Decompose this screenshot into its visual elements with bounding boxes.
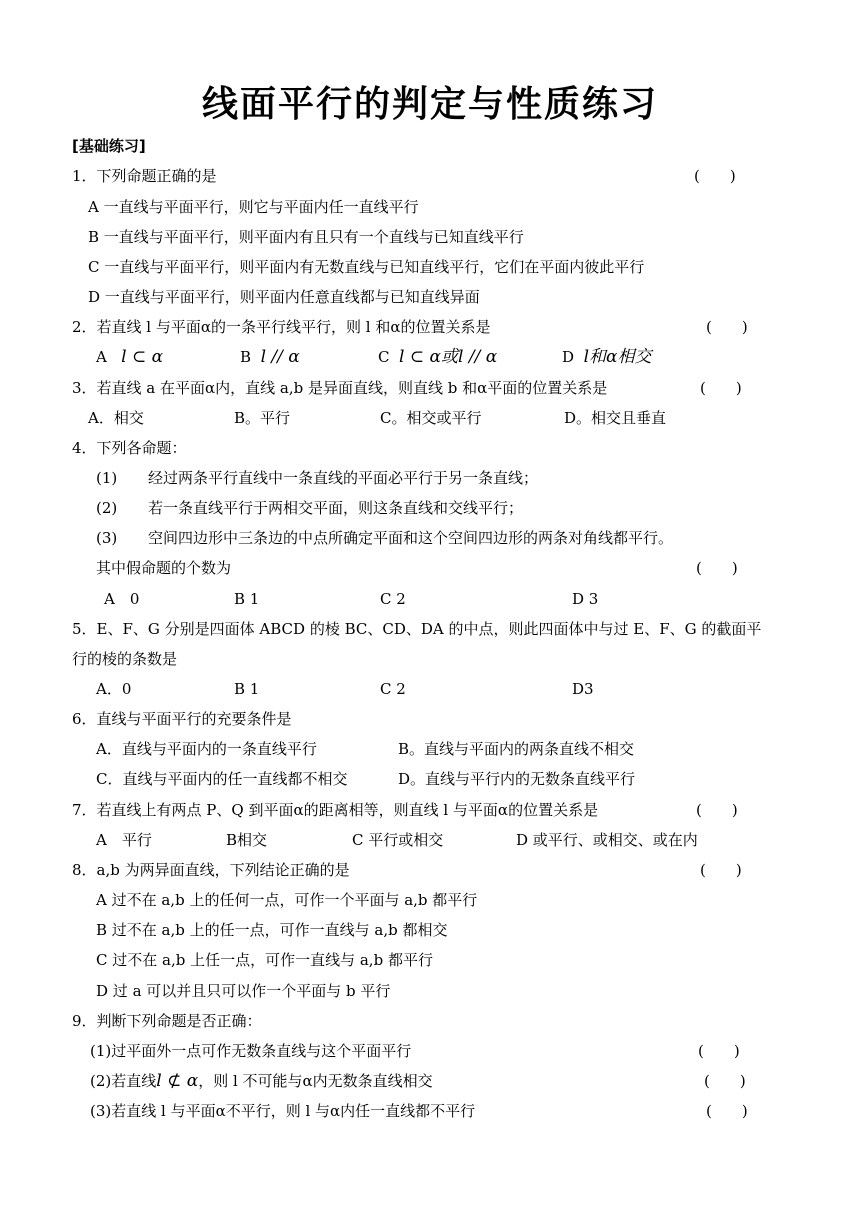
q5-option-a: A．0 [96,680,132,698]
q2-option-a [96,347,163,367]
q7-stem: 7．若直线上有两点 P、Q 到平面α的距离相等，则直线 l 与平面α的位置关系是 [72,801,599,819]
section-heading: [基础练习] [72,137,146,155]
q5-stem-line-1: 5．E、F、G 分别是四面体 ABCD 的棱 BC、CD、DA 的中点，则此四面体中与过 E、F、G 的截面平 [72,620,762,638]
q8-option-c: C 过不在 a,b 上任一点，可作一直线与 a,b 都平行 [96,951,433,969]
q7-option-d: D 或平行、或相交、或在内 [516,831,698,849]
q2-option-a-label: A [96,348,107,366]
q4-stem: 4．下列各命题： [72,439,187,457]
q9-statement-2-prefix: (2)若直线 [90,1072,157,1090]
q2-option-d-formula: l和α相交 [583,347,652,367]
q4-answer-paren: ( ) [696,559,738,577]
q2-option-c-formula: l ⊂ α或l // α [399,347,498,367]
q1-stem: 1．下列命题正确的是 [72,167,217,185]
q6-option-a: A．直线与平面内的一条直线平行 [96,740,317,758]
q9-statement-1: (1)过平面外一点可作无数条直线与这个平面平行 [90,1042,412,1060]
q9-statement-2 [90,1071,433,1091]
q4-statement-1-number: (1) [96,469,118,487]
q7-option-c: C 平行或相交 [352,831,444,849]
q8-answer-paren: ( ) [700,861,742,879]
q4-statement-3-number: (3) [96,529,118,547]
q3-answer-paren: ( ) [700,379,742,397]
q3-option-a: A．相交 [88,409,144,427]
q3-stem: 3．若直线 a 在平面α内，直线 a,b 是异面直线，则直线 b 和α平面的位置关系是 [72,379,608,397]
q5-option-d: D3 [572,680,594,698]
q1-answer-paren: ( ) [694,167,736,185]
q4-option-b: B 1 [234,590,260,608]
q9-statement-2-suffix: ，则 l 不可能与α内无数条直线相交 [198,1072,433,1090]
q6-option-b: B。直线与平面内的两条直线不相交 [398,740,635,758]
q1-option-d: D 一直线与平面平行，则平面内任意直线都与已知直线异面 [88,288,480,306]
q5-option-b: B 1 [234,680,260,698]
q2-stem: 2．若直线 l 与平面α的一条平行线平行，则 l 和α的位置关系是 [72,318,491,336]
q2-option-a-formula: l ⊂ α [121,347,164,367]
q7-option-b: B相交 [226,831,268,849]
q2-option-b-formula: l // α [260,347,300,367]
q4-statement-1: 经过两条平行直线中一条直线的平面必平行于另一条直线； [148,469,539,487]
q2-option-b [240,347,300,367]
q8-option-a: A 过不在 a,b 上的任何一点，可作一个平面与 a,b 都平行 [96,891,478,909]
q6-option-d: D。直线与平行内的无数条直线平行 [398,770,636,788]
q9-statement-3: (3)若直线 l 与平面α不平行，则 l 与α内任一直线都不平行 [90,1102,476,1120]
page-title: 线面平行的判定与性质练习 [201,84,658,125]
q2-option-c-label: C [378,348,390,366]
q9-statement-2-paren: ( ) [704,1072,746,1090]
q3-option-b: B。平行 [234,409,291,427]
q3-option-d: D。相交且垂直 [564,409,667,427]
q8-stem: 8．a,b 为两异面直线，下列结论正确的是 [72,861,350,879]
q4-ask: 其中假命题的个数为 [96,559,232,577]
q5-stem-line-2: 行的棱的条数是 [72,650,178,668]
q9-statement-3-paren: ( ) [706,1102,748,1120]
q3-option-c: C。相交或平行 [380,409,482,427]
q4-option-d: D 3 [572,590,599,608]
q8-option-b: B 过不在 a,b 上的任一点，可作一直线与 a,b 都相交 [96,921,448,939]
q2-option-b-label: B [240,348,252,366]
q4-statement-3: 空间四边形中三条边的中点所确定平面和这个空间四边形的两条对角线都平行。 [148,529,674,547]
q2-answer-paren: ( ) [706,318,748,336]
q9-stem: 9．判断下列命题是否正确： [72,1012,262,1030]
q6-option-c: C．直线与平面内的任一直线都不相交 [96,770,348,788]
q2-option-d-label: D [562,348,575,366]
q8-option-d: D 过 a 可以并且只可以作一个平面与 b 平行 [96,982,391,1000]
q5-option-c: C 2 [380,680,406,698]
q4-option-c: C 2 [380,590,406,608]
q4-statement-2-number: (2) [96,499,118,517]
q7-answer-paren: ( ) [696,801,738,819]
q9-statement-2-formula: l ⊄ α [156,1071,199,1091]
q4-option-a: A 0 [104,590,140,608]
q1-option-a: A 一直线与平面平行，则它与平面内任一直线平行 [88,198,419,216]
q6-stem: 6．直线与平面平行的充要条件是 [72,710,292,728]
q2-option-c [378,347,497,367]
q2-option-d [562,347,652,367]
q1-option-c: C 一直线与平面平行，则平面内有无数直线与已知直线平行，它们在平面内彼此平行 [88,258,645,276]
q1-option-b: B 一直线与平面平行，则平面内有且只有一个直线与已知直线平行 [88,228,524,246]
q9-statement-1-paren: ( ) [698,1042,740,1060]
q4-statement-2: 若一条直线平行于两相交平面，则这条直线和交线平行； [148,499,524,517]
q7-option-a: A 平行 [96,831,152,849]
